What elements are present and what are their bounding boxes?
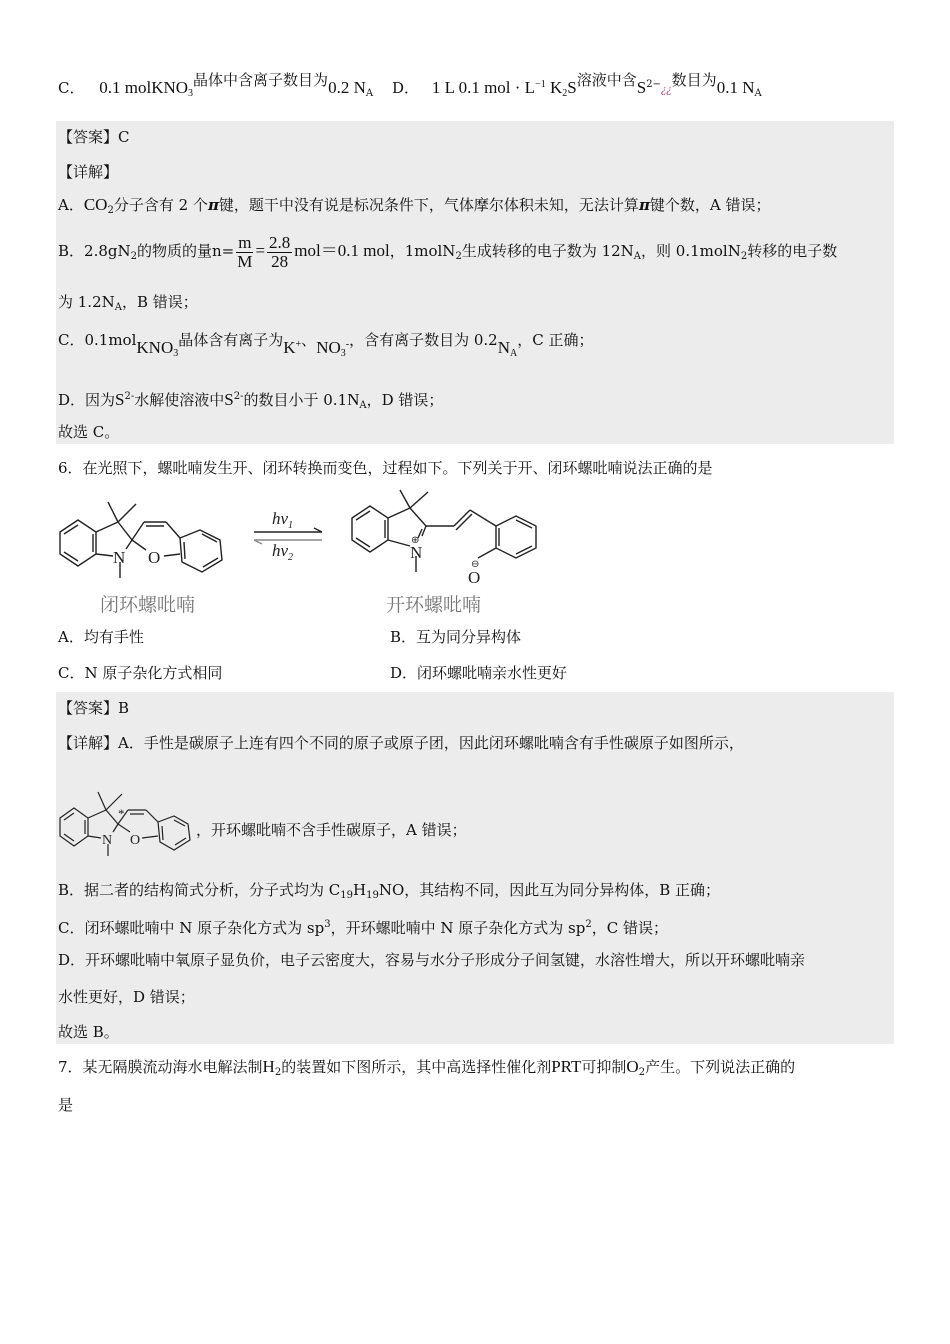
- q5-option-c: C． 0.1 molKNO$_3$晶体中含离子数目为0.2 $N_A$: [58, 71, 374, 99]
- q5-detail-head: 【详解】: [58, 163, 119, 181]
- q5-detail-b-line1: B．$2.8gN_2$的物质的量n= $\frac{m}{M}$ = $\frac{2.8}{28}$ mol＝0.1 mol，1molN$_2$生成转移的电子数为 $12N_A$，则 0.1molN$_2$转移的电子数: [58, 232, 838, 271]
- closed-atom-o: O: [148, 548, 161, 567]
- q6-option-a: A．均有手性: [58, 628, 144, 646]
- caption-open: 开环螺吡喃: [386, 594, 482, 616]
- open-merocyanine-structure: [352, 490, 536, 572]
- fraction-m-over-M: $\frac{m}{M}$: [237, 232, 253, 271]
- arrow-label-bottom: $h\nu_2$: [272, 541, 294, 563]
- q6-detail-a-after-figure: ，开环螺吡喃不含手性碳原子，A 错误；: [196, 821, 467, 839]
- q5-option-d: D． 1 L 0.1 mol · $L^{-1}$ $K_2S$溶液中含$S^{2-}¿¿$数目为0.1 $N_A$: [392, 71, 762, 99]
- q5-detail-c: C．0.1molKNO$_3$晶体含有离子为K+、$NO_3^-$，含有离子数目为 $0.2N_A$，C 正确；: [58, 331, 594, 359]
- q5-answer: 【答案】C: [58, 128, 130, 146]
- open-atom-n: N: [410, 543, 423, 562]
- plus-charge: ⊕: [411, 535, 420, 546]
- q5-detail-a: A．$CO_2$分子含有 2 个π键，题干中没有说是标况条件下，气体摩尔体积未知，无法计算π键个数，A 错误；: [58, 195, 771, 216]
- q6-option-c: C．N 原子杂化方式相同: [58, 664, 223, 682]
- minus-charge: ⊖: [471, 559, 480, 570]
- q6-detail-b: B．据二者的结构简式分析，分子式均为 $C_{19}H_{19}NO$，其结构不同，因此互为同分异构体，B 正确；: [58, 881, 721, 901]
- q6-stem: 6．在光照下，螺吡喃发生开、闭环转换而变色，过程如下。下列关于开、闭环螺吡喃说法正确的是: [58, 459, 713, 477]
- q5-detail-d: D．因为$S^{2-}$水解使溶液中$S^{2-}$的数目小于 $0.1N_A$，D 错误；: [58, 390, 444, 411]
- q7-stem-line2: 是: [58, 1096, 74, 1114]
- q6-detail-c: C．闭环螺吡喃中 N 原子杂化方式为 $sp^3$，开环螺吡喃中 N 原子杂化方式为 $sp^2$，C 错误；: [58, 919, 668, 937]
- arrow-label-top: $h\nu_1$: [272, 509, 294, 531]
- q7-stem-line1: 7．某无隔膜流动海水电解法制$H_2$的装置如下图所示，其中高选择性催化剂PRT可抑制$O_2$产生。下列说法正确的: [58, 1057, 796, 1078]
- q6-detail-a: 【详解】A．手性是碳原子上连有四个不同的原子或原子团，因此闭环螺吡喃含有手性碳原子如图所示，: [58, 734, 744, 752]
- q5-conclusion: 故选 C。: [58, 423, 120, 441]
- q6-option-b: B．互为同分异构体: [390, 628, 522, 646]
- chiral-atom-n: N: [102, 833, 113, 848]
- chiral-carbon-figure: [56, 780, 196, 862]
- q5-detail-b-line2: 为 $1.2N_A$，B 错误；: [58, 293, 198, 313]
- open-atom-o-minus: O: [468, 568, 481, 587]
- fraction-2.8-over-28: $\frac{2.8}{28}$: [269, 232, 291, 271]
- caption-closed: 闭环螺吡喃: [100, 594, 196, 616]
- q6-conclusion: 故选 B。: [58, 1023, 119, 1041]
- chiral-atom-o: O: [130, 833, 141, 848]
- closed-atom-n: N: [113, 548, 126, 567]
- closed-spiropyran-structure: [60, 502, 222, 578]
- reaction-scheme: [50, 482, 570, 594]
- q6-answer: 【答案】B: [58, 699, 130, 717]
- q6-detail-d-line1: D．开环螺吡喃中氧原子显负价，电子云密度大，容易与水分子形成分子间氢键，水溶性增大，所以开环螺吡喃亲: [58, 951, 806, 969]
- q6-option-d: D．闭环螺吡喃亲水性更好: [390, 664, 568, 682]
- chiral-star: *: [118, 806, 125, 821]
- q6-detail-d-line2: 水性更好，D 错误；: [58, 988, 195, 1006]
